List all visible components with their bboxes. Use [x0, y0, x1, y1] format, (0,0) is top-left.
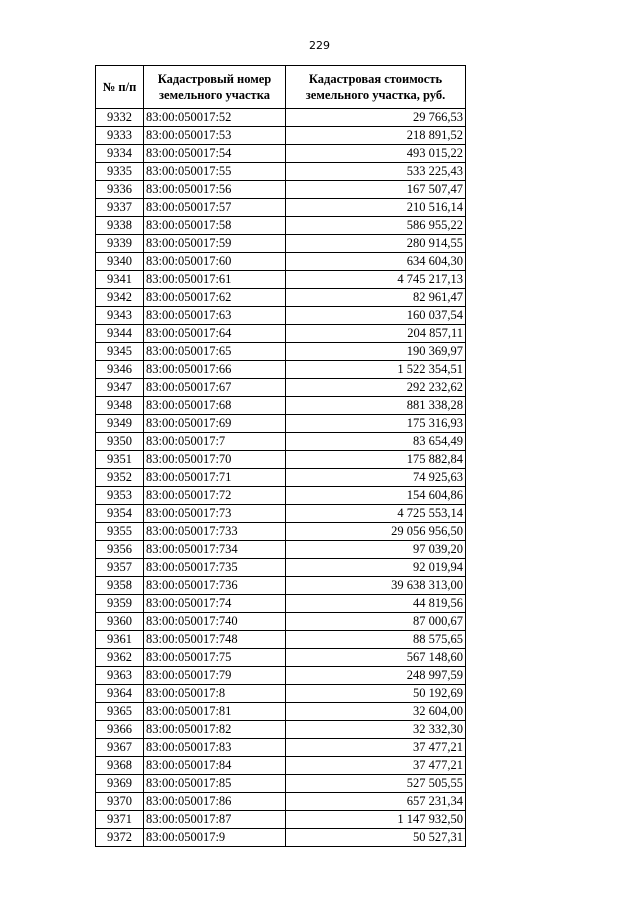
cadastral-number-cell: 83:00:050017:74: [144, 595, 286, 613]
cadastral-number-cell: 83:00:050017:79: [144, 667, 286, 685]
cadastral-number-cell: 83:00:050017:66: [144, 361, 286, 379]
cadastral-number-cell: 83:00:050017:55: [144, 163, 286, 181]
table-row: [96, 343, 466, 361]
table-row: [96, 217, 466, 235]
row-number-cell: 9368: [96, 757, 144, 775]
cadastral-value-cell: 4 725 553,14: [286, 505, 466, 523]
cadastral-number-cell: 83:00:050017:72: [144, 487, 286, 505]
cadastral-number-cell: 83:00:050017:70: [144, 451, 286, 469]
cadastral-number-cell: 83:00:050017:69: [144, 415, 286, 433]
cadastral-value-cell: 154 604,86: [286, 487, 466, 505]
cadastral-value-cell: 218 891,52: [286, 127, 466, 145]
table-row: [96, 145, 466, 163]
cadastral-value-cell: 1 522 354,51: [286, 361, 466, 379]
table-body: [96, 109, 466, 847]
header-row: [96, 66, 466, 109]
row-number-cell: 9344: [96, 325, 144, 343]
cadastral-number-cell: 83:00:050017:58: [144, 217, 286, 235]
cadastral-value-cell: 44 819,56: [286, 595, 466, 613]
cadastral-number-cell: 83:00:050017:734: [144, 541, 286, 559]
table-row: [96, 253, 466, 271]
page-number: 229: [309, 39, 330, 52]
row-number-cell: 9351: [96, 451, 144, 469]
cadastral-number-cell: 83:00:050017:740: [144, 613, 286, 631]
cadastral-value-cell: 82 961,47: [286, 289, 466, 307]
cadastral-number-cell: 83:00:050017:61: [144, 271, 286, 289]
row-number-cell: 9334: [96, 145, 144, 163]
table-row: [96, 541, 466, 559]
cadastral-value-cell: 204 857,11: [286, 325, 466, 343]
table-row: [96, 631, 466, 649]
row-number-cell: 9354: [96, 505, 144, 523]
row-number-cell: 9332: [96, 109, 144, 127]
table-row: [96, 595, 466, 613]
cadastral-value-cell: 881 338,28: [286, 397, 466, 415]
cadastral-value-cell: 160 037,54: [286, 307, 466, 325]
row-number-cell: 9349: [96, 415, 144, 433]
table-row: [96, 451, 466, 469]
cadastral-number-cell: 83:00:050017:62: [144, 289, 286, 307]
cadastral-number-cell: 83:00:050017:59: [144, 235, 286, 253]
cadastral-value-cell: 292 232,62: [286, 379, 466, 397]
cadastral-number-cell: 83:00:050017:71: [144, 469, 286, 487]
row-number-cell: 9350: [96, 433, 144, 451]
table-row: [96, 487, 466, 505]
row-number-cell: 9366: [96, 721, 144, 739]
cadastral-number-cell: 83:00:050017:75: [144, 649, 286, 667]
row-number-cell: 9361: [96, 631, 144, 649]
table-header: [96, 66, 466, 109]
row-number-cell: 9338: [96, 217, 144, 235]
row-number-cell: 9340: [96, 253, 144, 271]
cadastral-value-cell: 533 225,43: [286, 163, 466, 181]
cadastral-value-cell: 97 039,20: [286, 541, 466, 559]
cadastral-value-cell: 29 056 956,50: [286, 523, 466, 541]
table-row: [96, 775, 466, 793]
cadastral-number-cell: 83:00:050017:64: [144, 325, 286, 343]
cadastral-number-cell: 83:00:050017:68: [144, 397, 286, 415]
row-number-cell: 9362: [96, 649, 144, 667]
row-number-cell: 9363: [96, 667, 144, 685]
cadastral-value-cell: 634 604,30: [286, 253, 466, 271]
row-number-cell: 9358: [96, 577, 144, 595]
row-number-cell: 9348: [96, 397, 144, 415]
row-number-cell: 9371: [96, 811, 144, 829]
cadastral-value-cell: 248 997,59: [286, 667, 466, 685]
row-number-cell: 9367: [96, 739, 144, 757]
cadastral-value-cell: 37 477,21: [286, 739, 466, 757]
cadastral-number-cell: 83:00:050017:60: [144, 253, 286, 271]
cadastral-value-cell: 92 019,94: [286, 559, 466, 577]
cadastral-value-cell: 586 955,22: [286, 217, 466, 235]
table-row: [96, 703, 466, 721]
row-number-cell: 9346: [96, 361, 144, 379]
cadastral-value-cell: 175 882,84: [286, 451, 466, 469]
row-number-cell: 9336: [96, 181, 144, 199]
cadastral-value-cell: 29 766,53: [286, 109, 466, 127]
cadastral-value-cell: 567 148,60: [286, 649, 466, 667]
cadastral-value-table: [95, 65, 466, 847]
row-number-cell: 9360: [96, 613, 144, 631]
cadastral-number-cell: 83:00:050017:8: [144, 685, 286, 703]
table-row: [96, 307, 466, 325]
table-row: [96, 739, 466, 757]
row-number-cell: 9365: [96, 703, 144, 721]
cadastral-number-cell: 83:00:050017:84: [144, 757, 286, 775]
cadastral-value-cell: 167 507,47: [286, 181, 466, 199]
table-row: [96, 415, 466, 433]
cadastral-value-cell: 4 745 217,13: [286, 271, 466, 289]
cadastral-number-cell: 83:00:050017:53: [144, 127, 286, 145]
table-row: [96, 577, 466, 595]
row-number-cell: 9342: [96, 289, 144, 307]
row-number-cell: 9356: [96, 541, 144, 559]
table-row: [96, 649, 466, 667]
cadastral-value-cell: 32 604,00: [286, 703, 466, 721]
table-row: [96, 181, 466, 199]
cadastral-number-cell: 83:00:050017:56: [144, 181, 286, 199]
table-row: [96, 379, 466, 397]
cadastral-value-cell: 657 231,34: [286, 793, 466, 811]
row-number-cell: 9353: [96, 487, 144, 505]
cadastral-value-cell: 50 527,31: [286, 829, 466, 847]
table-row: [96, 721, 466, 739]
cadastral-value-cell: 1 147 932,50: [286, 811, 466, 829]
row-number-cell: 9347: [96, 379, 144, 397]
cadastral-value-cell: 190 369,97: [286, 343, 466, 361]
table-row: [96, 685, 466, 703]
row-number-cell: 9369: [96, 775, 144, 793]
table-row: [96, 271, 466, 289]
cadastral-number-cell: 83:00:050017:63: [144, 307, 286, 325]
cadastral-number-cell: 83:00:050017:57: [144, 199, 286, 217]
cadastral-number-cell: 83:00:050017:9: [144, 829, 286, 847]
cadastral-number-cell: 83:00:050017:82: [144, 721, 286, 739]
cadastral-value-cell: 37 477,21: [286, 757, 466, 775]
row-number-cell: 9364: [96, 685, 144, 703]
row-number-cell: 9343: [96, 307, 144, 325]
table-row: [96, 127, 466, 145]
cadastral-number-cell: 83:00:050017:83: [144, 739, 286, 757]
table-row: [96, 811, 466, 829]
table-row: [96, 469, 466, 487]
cadastral-number-cell: 83:00:050017:65: [144, 343, 286, 361]
table-row: [96, 613, 466, 631]
cadastral-number-cell: 83:00:050017:735: [144, 559, 286, 577]
cadastral-number-cell: 83:00:050017:52: [144, 109, 286, 127]
row-number-cell: 9372: [96, 829, 144, 847]
table-row: [96, 199, 466, 217]
table-row: [96, 523, 466, 541]
table-row: [96, 433, 466, 451]
cadastral-value-cell: 32 332,30: [286, 721, 466, 739]
row-number-cell: 9337: [96, 199, 144, 217]
cadastral-value-cell: 74 925,63: [286, 469, 466, 487]
cadastral-number-cell: 83:00:050017:736: [144, 577, 286, 595]
cadastral-value-cell: 210 516,14: [286, 199, 466, 217]
cadastral-number-cell: 83:00:050017:73: [144, 505, 286, 523]
table-row: [96, 667, 466, 685]
cadastral-value-cell: 39 638 313,00: [286, 577, 466, 595]
cadastral-number-cell: 83:00:050017:86: [144, 793, 286, 811]
cadastral-number-cell: 83:00:050017:748: [144, 631, 286, 649]
cadastral-value-cell: 527 505,55: [286, 775, 466, 793]
cadastral-value-cell: 175 316,93: [286, 415, 466, 433]
row-number-cell: 9355: [96, 523, 144, 541]
cadastral-value-cell: 493 015,22: [286, 145, 466, 163]
header-cadastral-number: Кадастровый номер земельного участка: [144, 66, 286, 109]
cadastral-value-cell: 50 192,69: [286, 685, 466, 703]
row-number-cell: 9333: [96, 127, 144, 145]
row-number-cell: 9341: [96, 271, 144, 289]
row-number-cell: 9370: [96, 793, 144, 811]
cadastral-number-cell: 83:00:050017:85: [144, 775, 286, 793]
row-number-cell: 9352: [96, 469, 144, 487]
cadastral-value-cell: 280 914,55: [286, 235, 466, 253]
table-row: [96, 559, 466, 577]
table-row: [96, 397, 466, 415]
cadastral-value-cell: 88 575,65: [286, 631, 466, 649]
cadastral-value-cell: 87 000,67: [286, 613, 466, 631]
cadastral-number-cell: 83:00:050017:81: [144, 703, 286, 721]
cadastral-number-cell: 83:00:050017:54: [144, 145, 286, 163]
row-number-cell: 9345: [96, 343, 144, 361]
table-row: [96, 829, 466, 847]
row-number-cell: 9359: [96, 595, 144, 613]
row-number-cell: 9339: [96, 235, 144, 253]
table-row: [96, 793, 466, 811]
cadastral-value-cell: 83 654,49: [286, 433, 466, 451]
cadastral-number-cell: 83:00:050017:87: [144, 811, 286, 829]
table-row: [96, 109, 466, 127]
table-row: [96, 163, 466, 181]
row-number-cell: 9357: [96, 559, 144, 577]
cadastral-number-cell: 83:00:050017:7: [144, 433, 286, 451]
table-row: [96, 757, 466, 775]
table-row: [96, 505, 466, 523]
row-number-cell: 9335: [96, 163, 144, 181]
table-row: [96, 289, 466, 307]
cadastral-number-cell: 83:00:050017:733: [144, 523, 286, 541]
cadastral-number-cell: 83:00:050017:67: [144, 379, 286, 397]
table-row: [96, 235, 466, 253]
table-row: [96, 325, 466, 343]
header-cadastral-value: Кадастровая стоимость земельного участка, руб.: [286, 66, 466, 109]
header-num: № п/п: [96, 66, 144, 109]
table-row: [96, 361, 466, 379]
